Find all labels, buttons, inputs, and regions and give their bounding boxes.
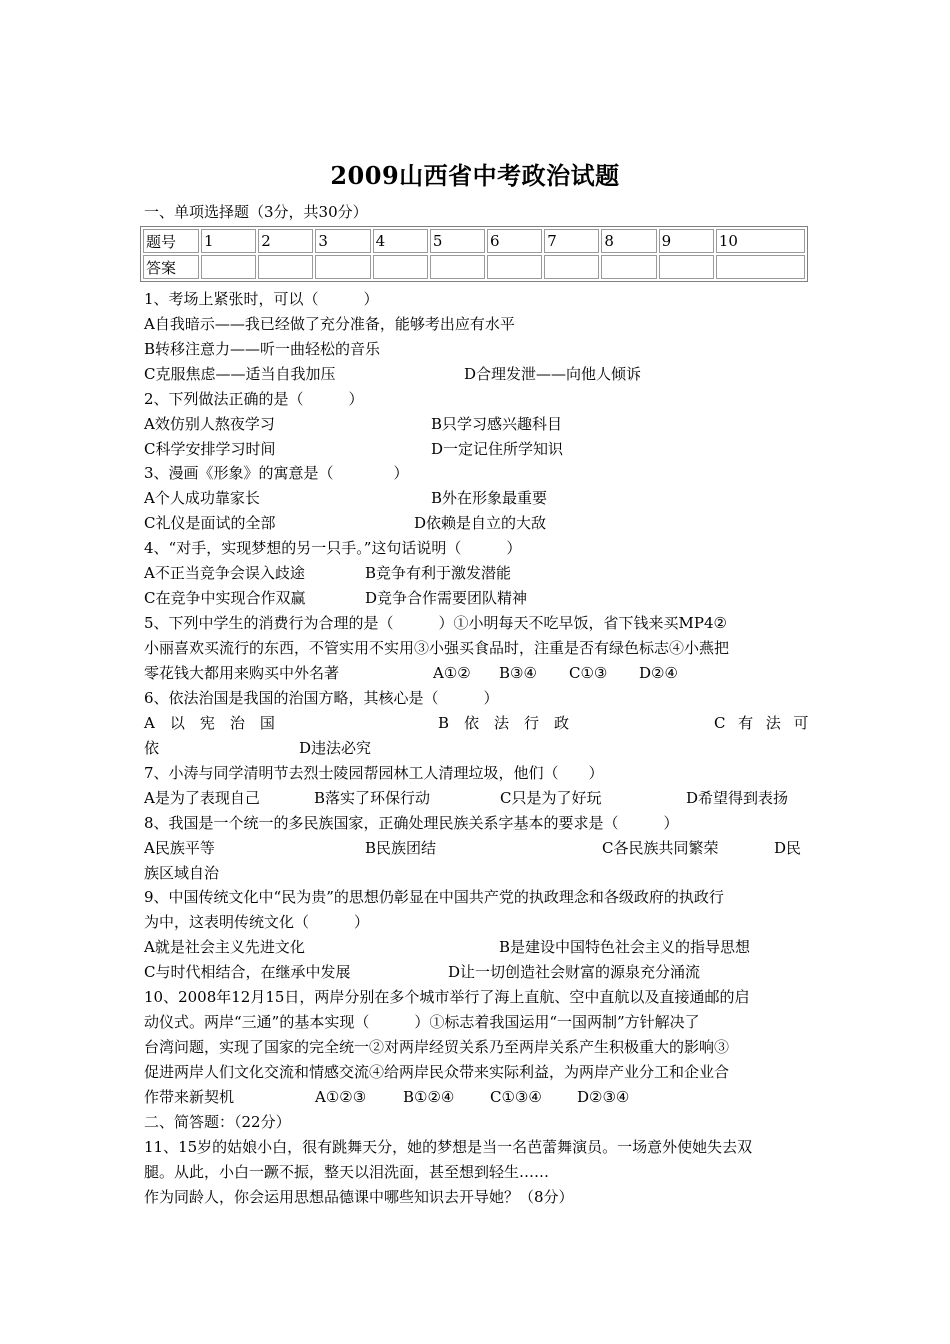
option: A①② — [433, 664, 471, 682]
option: B民族团结 — [365, 839, 437, 857]
option: C①③④ — [490, 1088, 542, 1106]
option: 依 — [144, 739, 160, 757]
option: D竞争合作需要团队精神 — [365, 589, 528, 607]
option: A不正当竞争会误入歧途 — [144, 564, 305, 582]
question-stem: 6、依法治国是我国的治国方略，其核心是（ ） — [144, 689, 499, 707]
table-cell: 7 — [544, 229, 599, 253]
answer-cell — [315, 255, 370, 279]
option: D②④ — [639, 664, 678, 682]
option: D②③④ — [577, 1088, 630, 1106]
option: B③④ — [499, 664, 537, 682]
answer-cell — [373, 255, 428, 279]
question-stem: 作带来新契机 — [144, 1088, 235, 1106]
option: A 以 宪 治 国 — [144, 714, 275, 732]
option: C各民族共同繁荣 — [602, 839, 719, 857]
option: A个人成功靠家长 — [144, 489, 260, 507]
question-stem: 4、“对手，实现梦想的另一只手。”这句话说明（ ） — [144, 539, 522, 557]
question-stem: 3、漫画《形象》的寓意是（ ） — [144, 464, 409, 482]
option: A效仿别人熬夜学习 — [144, 415, 275, 433]
option: D希望得到表扬 — [686, 789, 789, 807]
option: A民族平等 — [144, 839, 215, 857]
option: B 依 法 行 政 — [438, 714, 570, 732]
option: C只是为了好玩 — [500, 789, 602, 807]
table-cell: 10 — [716, 229, 805, 253]
table-cell: 8 — [601, 229, 656, 253]
question-stem: 8、我国是一个统一的多民族国家，正确处理民族关系字基本的要求是（ ） — [144, 814, 679, 832]
table-cell: 9 — [659, 229, 714, 253]
option: C①③ — [569, 664, 608, 682]
option: C克服焦虑——适当自我加压 — [144, 365, 336, 383]
option: B①②④ — [403, 1088, 455, 1106]
question-stem: 10、2008年12月15日，两岸分别在多个城市举行了海上直航、空中直航以及直接通邮的启 — [144, 988, 750, 1006]
answer-cell — [601, 255, 656, 279]
question-stem: 小丽喜欢买流行的东西，不管实用不实用③小强买食品时，注重是否有绿色标志④小燕把 — [144, 639, 730, 657]
option: A自我暗示——我已经做了充分准备，能够考出应有水平 — [144, 315, 515, 333]
option: B落实了环保行动 — [314, 789, 431, 807]
table-cell: 1 — [201, 229, 256, 253]
option: C科学安排学习时间 — [144, 440, 276, 458]
answer-cell — [430, 255, 485, 279]
option: B外在形象最重要 — [431, 489, 548, 507]
answer-cell — [258, 255, 313, 279]
answer-cell — [201, 255, 256, 279]
table-cell: 题号 — [143, 229, 199, 253]
question-stem: 作为同龄人，你会运用思想品德课中哪些知识去开导她？（8分） — [144, 1188, 574, 1206]
option: 族区域自治 — [144, 864, 220, 882]
table-cell: 5 — [430, 229, 485, 253]
option: A是为了表现自己 — [144, 789, 260, 807]
section-heading-2: 二、简答题：（22分） — [144, 1113, 291, 1131]
option: D民 — [774, 839, 802, 857]
answer-cell — [487, 255, 542, 279]
question-stem: 动仪式。两岸“三通”的基本实现（ ）①标志着我国运用“一国两制”方针解决了 — [144, 1013, 700, 1031]
question-stem: 11、15岁的姑娘小白，很有跳舞天分，她的梦想是当一名芭蕾舞演员。一场意外使她失去双 — [144, 1138, 753, 1156]
question-stem: 5、下列中学生的消费行为合理的是（ ）①小明每天不吃早饭，省下钱来买MP4② — [144, 614, 727, 632]
question-stem: 7、小涛与同学清明节去烈士陵园帮园林工人清理垃圾，他们（ ） — [144, 764, 604, 782]
option: B转移注意力——听一曲轻松的音乐 — [144, 340, 381, 358]
table-cell: 4 — [373, 229, 428, 253]
answer-cell — [544, 255, 599, 279]
option: D依赖是自立的大敌 — [414, 514, 547, 532]
question-stem: 台湾问题，实现了国家的完全统一②对两岸经贸关系乃至两岸关系产生积极重大的影响③ — [144, 1038, 730, 1056]
option: C与时代相结合，在继承中发展 — [144, 963, 351, 981]
answer-cell — [659, 255, 714, 279]
option: D合理发泄——向他人倾诉 — [464, 365, 642, 383]
question-stem: 腿。从此，小白一蹶不振，整天以泪洗面，甚至想到轻生…… — [144, 1163, 550, 1181]
answer-cell — [716, 255, 805, 279]
table-row — [143, 255, 805, 279]
question-stem: 9、中国传统文化中“民为贵”的思想仍彰显在中国共产党的执政理念和各级政府的执政行 — [144, 888, 724, 906]
question-stem: 2、下列做法正确的是（ ） — [144, 390, 364, 408]
question-stem: 促进两岸人们文化交流和情感交流④给两岸民众带来实际利益，为两岸产业分工和企业合 — [144, 1063, 730, 1081]
option: D让一切创造社会财富的源泉充分涌流 — [448, 963, 701, 981]
question-stem: 1、考场上紧张时，可以（ ） — [144, 290, 379, 308]
question-stem: 为中，这表明传统文化（ ） — [144, 913, 370, 931]
option: C在竞争中实现合作双赢 — [144, 589, 306, 607]
table-cell: 6 — [487, 229, 542, 253]
question-stem: 零花钱大都用来购买中外名著 — [144, 664, 340, 682]
answer-table — [140, 226, 808, 282]
table-cell: 答案 — [143, 255, 199, 279]
option: D违法必究 — [299, 739, 372, 757]
option: B竞争有利于激发潜能 — [365, 564, 512, 582]
option: C礼仪是面试的全部 — [144, 514, 276, 532]
section-heading-1: 一、单项选择题（3分，共30分） — [144, 203, 368, 221]
table-cell: 2 — [258, 229, 313, 253]
table-cell: 3 — [315, 229, 370, 253]
option: A①②③ — [315, 1088, 367, 1106]
option: A就是社会主义先进文化 — [144, 938, 305, 956]
option: C 有 法 可 — [714, 714, 808, 732]
page-title: 2009山西省中考政治试题 — [330, 161, 620, 190]
option: B只学习感兴趣科目 — [431, 415, 563, 433]
option: D一定记住所学知识 — [431, 440, 564, 458]
option: B是建设中国特色社会主义的指导思想 — [499, 938, 751, 956]
table-row — [143, 229, 805, 253]
